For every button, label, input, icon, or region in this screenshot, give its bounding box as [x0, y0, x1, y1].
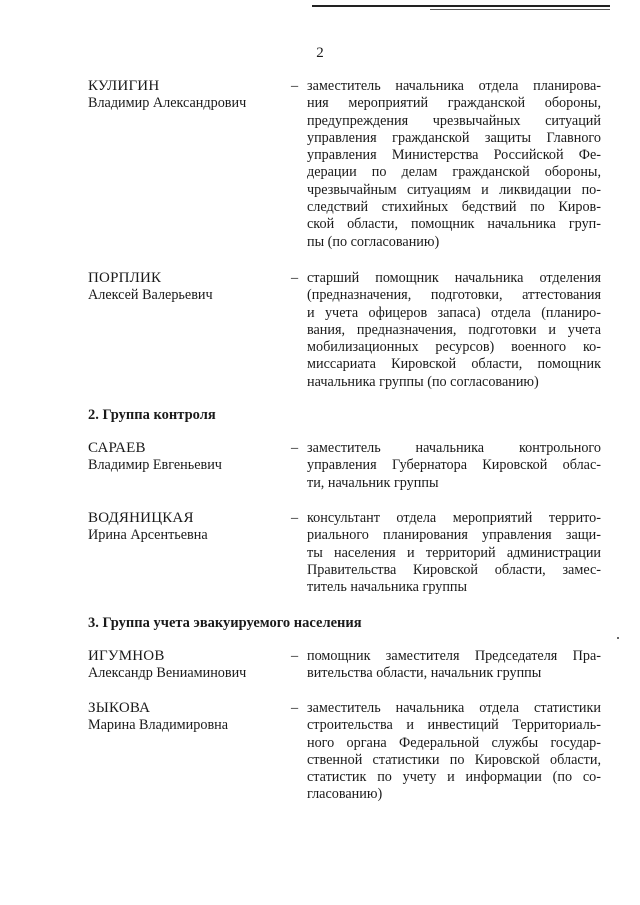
member-given-names: Александр Вениаминович — [88, 665, 247, 682]
position-line: помощник заместителя Председателя Пра- — [307, 648, 601, 664]
position-line: начальника группы (по согласованию) — [307, 373, 539, 390]
member-surname: ЗЫКОВА — [88, 700, 151, 716]
position-line: старший помощник начальника отделения — [307, 270, 601, 286]
member-surname: КУЛИГИН — [88, 78, 160, 94]
member-name — [88, 270, 288, 305]
group-heading: 2. Группа контроля — [88, 407, 216, 423]
member-name — [88, 700, 288, 735]
position-line: заместитель начальника контрольного — [307, 440, 601, 456]
position-line: ти, начальник группы — [307, 474, 439, 491]
page-number: 2 — [316, 45, 324, 61]
member-surname: ИГУМНОВ — [88, 648, 165, 664]
member-position — [307, 648, 601, 683]
position-line: вания, предназначения, подготовки и учета — [307, 321, 601, 338]
position-line: управления гражданской защиты Главного — [307, 129, 601, 146]
position-line: заместитель начальника отдела статистики — [307, 700, 601, 716]
member-position — [307, 510, 601, 596]
member-given-names: Алексей Валерьевич — [88, 287, 213, 304]
position-line: мобилизационных ресурсов) военного ко- — [307, 339, 601, 356]
position-line: дерации по делам гражданской обороны, — [307, 164, 601, 181]
position-line: управления Министерства Российской Фе- — [307, 147, 601, 164]
position-line: риального планирования управления защи- — [307, 527, 601, 544]
position-line: миссариата Кировской области, помощник — [307, 356, 601, 373]
position-line: ственной статистики по Кировской области, — [307, 751, 601, 768]
position-line: статистик по учету и информации (по со- — [307, 769, 601, 786]
header-rule-secondary — [430, 9, 610, 10]
position-line: управления Губернатора Кировской облас- — [307, 457, 601, 474]
position-line: предупреждения чрезвычайных ситуаций — [307, 112, 601, 129]
position-line: Правительства Кировской области, замес- — [307, 561, 601, 578]
position-line: титель начальника группы — [307, 579, 468, 596]
position-line: строительства и инвестиций Территориаль- — [307, 717, 601, 734]
member-position — [307, 78, 601, 251]
dash-separator: – — [291, 700, 299, 716]
member-position — [307, 440, 601, 492]
member-name — [88, 440, 288, 475]
dash-separator: – — [291, 78, 299, 94]
member-given-names: Владимир Евгеньевич — [88, 457, 222, 474]
position-line: консультант отдела мероприятий террито- — [307, 510, 601, 526]
position-line: ты населения и территорий администрации — [307, 544, 601, 561]
position-line: ния мероприятий гражданской обороны, — [307, 95, 601, 112]
member-surname: ПОРПЛИК — [88, 270, 162, 286]
dash-separator: – — [291, 440, 299, 456]
member-name — [88, 510, 288, 545]
position-line: вительства области, начальник группы — [307, 665, 542, 682]
position-line: чрезвычайным ситуациям и ликвидации по- — [307, 181, 601, 198]
member-given-names: Владимир Александрович — [88, 95, 247, 112]
position-line: и учета офицеров запаса) отдела (планиро- — [307, 304, 601, 321]
member-given-names: Ирина Арсентьевна — [88, 527, 208, 544]
member-name — [88, 648, 288, 683]
member-surname: ВОДЯНИЦКАЯ — [88, 510, 194, 526]
position-line: гласованию) — [307, 786, 383, 803]
position-line: ской области, помощник начальника груп- — [307, 216, 601, 233]
position-line: (предназначения, подготовки, аттестования — [307, 287, 601, 304]
header-rule — [312, 5, 610, 7]
member-given-names: Марина Владимировна — [88, 717, 229, 734]
dash-separator: – — [291, 510, 299, 526]
position-line: ного органа Федеральной службы государ- — [307, 734, 601, 751]
member-name — [88, 78, 288, 113]
member-position — [307, 270, 601, 391]
position-line: заместитель начальника отдела планирова- — [307, 78, 601, 94]
scan-speck — [617, 637, 619, 639]
member-surname: САРАЕВ — [88, 440, 146, 456]
group-heading: 3. Группа учета эвакуируемого населения — [88, 615, 362, 631]
dash-separator: – — [291, 648, 299, 664]
member-position — [307, 700, 601, 804]
position-line: пы (по согласованию) — [307, 233, 440, 250]
dash-separator: – — [291, 270, 299, 286]
position-line: следствий стихийных бедствий по Киров- — [307, 199, 601, 216]
